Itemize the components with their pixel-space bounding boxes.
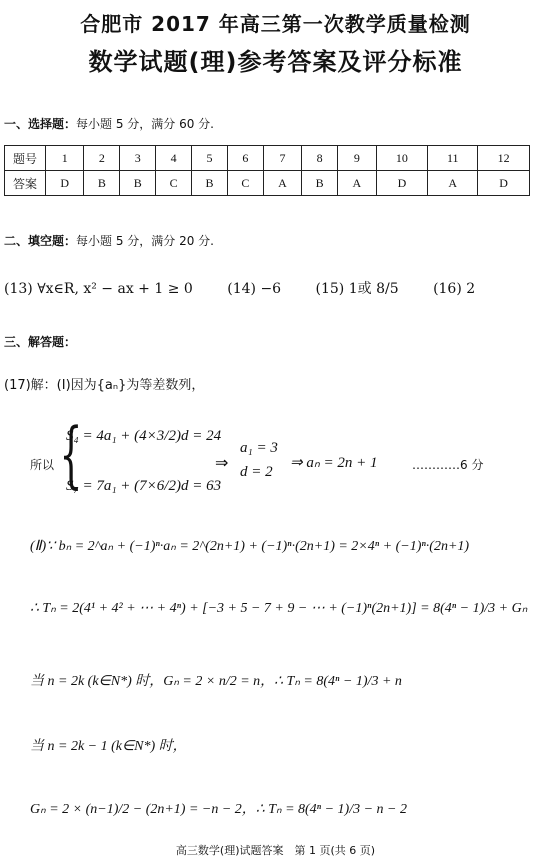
equation-d: d = 2 xyxy=(240,464,273,480)
table-cell: D xyxy=(376,171,428,196)
table-cell: A xyxy=(338,171,376,196)
table-cell: D xyxy=(478,171,530,196)
table-cell: B xyxy=(120,171,156,196)
table-cell: 2 xyxy=(84,146,120,171)
equation-an: ⇒ aₙ = 2n + 1 xyxy=(290,455,378,471)
table-cell: 6 xyxy=(227,146,263,171)
equation-s4: S₄ = 4a₁ + (4×3/2)d = 24 xyxy=(66,428,222,444)
table-cell: 10 xyxy=(376,146,428,171)
table-cell: C xyxy=(227,171,263,196)
answer-13: (13) ∀x∈R, x² − ax + 1 ≥ 0 xyxy=(4,281,193,297)
q17-intro: (17)解：(Ⅰ)因为{aₙ}为等差数列， xyxy=(4,378,205,393)
table-cell: 9 xyxy=(338,146,376,171)
table-cell: D xyxy=(46,171,84,196)
score-marker: …………6 分 xyxy=(412,458,484,472)
fill-answers xyxy=(4,278,505,298)
table-cell: 5 xyxy=(192,146,228,171)
equation-s7: S₇ = 7a₁ + (7×6/2)d = 63 xyxy=(66,478,222,494)
section-fill-label: 二、填空题： xyxy=(4,234,77,248)
table-cell: A xyxy=(263,171,301,196)
table-cell: 1 xyxy=(46,146,84,171)
left-brace-icon: { xyxy=(59,412,83,496)
equation-even-case: 当 n = 2k (k∈N*) 时，Gₙ = 2 × n/2 = n，∴ Tₙ = 8(4ⁿ − 1)/3 + n xyxy=(30,674,402,689)
table-row-answers xyxy=(5,171,530,196)
equation-a1: a₁ = 3 xyxy=(240,440,278,456)
table-header-answer: 答案 xyxy=(5,171,46,196)
page-subtitle: 数学试题(理)参考答案及评分标准 xyxy=(88,48,463,76)
answer-table xyxy=(4,145,530,196)
equation-bn: (Ⅱ)∵ bₙ = 2^aₙ + (−1)ⁿ·aₙ = 2^(2n+1) + (−1)ⁿ·(2n+1) = 2×4ⁿ + (−1)ⁿ·(2n+1) xyxy=(30,539,470,554)
table-cell: 11 xyxy=(428,146,478,171)
table-cell: B xyxy=(84,171,120,196)
answer-15: (15) 1或 8/5 xyxy=(315,281,399,297)
table-cell: 8 xyxy=(302,146,338,171)
section-fill-heading xyxy=(4,232,214,249)
answer-16: (16) 2 xyxy=(433,281,476,297)
q17-suoyi: 所以 xyxy=(30,458,55,472)
table-cell: B xyxy=(192,171,228,196)
page-title: 合肥市 2017 年高三第一次教学质量检测 xyxy=(80,12,471,36)
section-choice-heading xyxy=(4,115,214,132)
table-row-numbers xyxy=(5,146,530,171)
section-choice-desc: 每小题 5 分，满分 60 分. xyxy=(76,117,214,131)
section-solution-heading: 三、解答题： xyxy=(4,335,77,349)
table-cell: 3 xyxy=(120,146,156,171)
table-cell: B xyxy=(302,171,338,196)
implies-arrow: ⇒ xyxy=(215,455,229,472)
table-cell: C xyxy=(156,171,192,196)
answer-14: (14) −6 xyxy=(227,281,282,297)
equation-tn: ∴ Tₙ = 2(4¹ + 4² + ⋯ + 4ⁿ) + [−3 + 5 − 7 + 9 − ⋯ + (−1)ⁿ(2n+1)] = 8(4ⁿ − 1)/3 + Gₙ xyxy=(30,601,528,616)
table-cell: A xyxy=(428,171,478,196)
section-fill-desc: 每小题 5 分，满分 20 分. xyxy=(76,234,214,248)
table-header-number: 题号 xyxy=(5,146,46,171)
table-cell: 12 xyxy=(478,146,530,171)
table-cell: 7 xyxy=(263,146,301,171)
table-cell: 4 xyxy=(156,146,192,171)
page-footer: 高三数学(理)试题答案 第 1 页(共 6 页) xyxy=(175,844,376,857)
equation-gn: Gₙ = 2 × (n−1)/2 − (2n+1) = −n − 2，∴ Tₙ = 8(4ⁿ − 1)/3 − n − 2 xyxy=(30,802,407,817)
section-choice-label: 一、选择题： xyxy=(4,117,77,131)
equation-odd-case: 当 n = 2k − 1 (k∈N*) 时， xyxy=(30,739,187,754)
